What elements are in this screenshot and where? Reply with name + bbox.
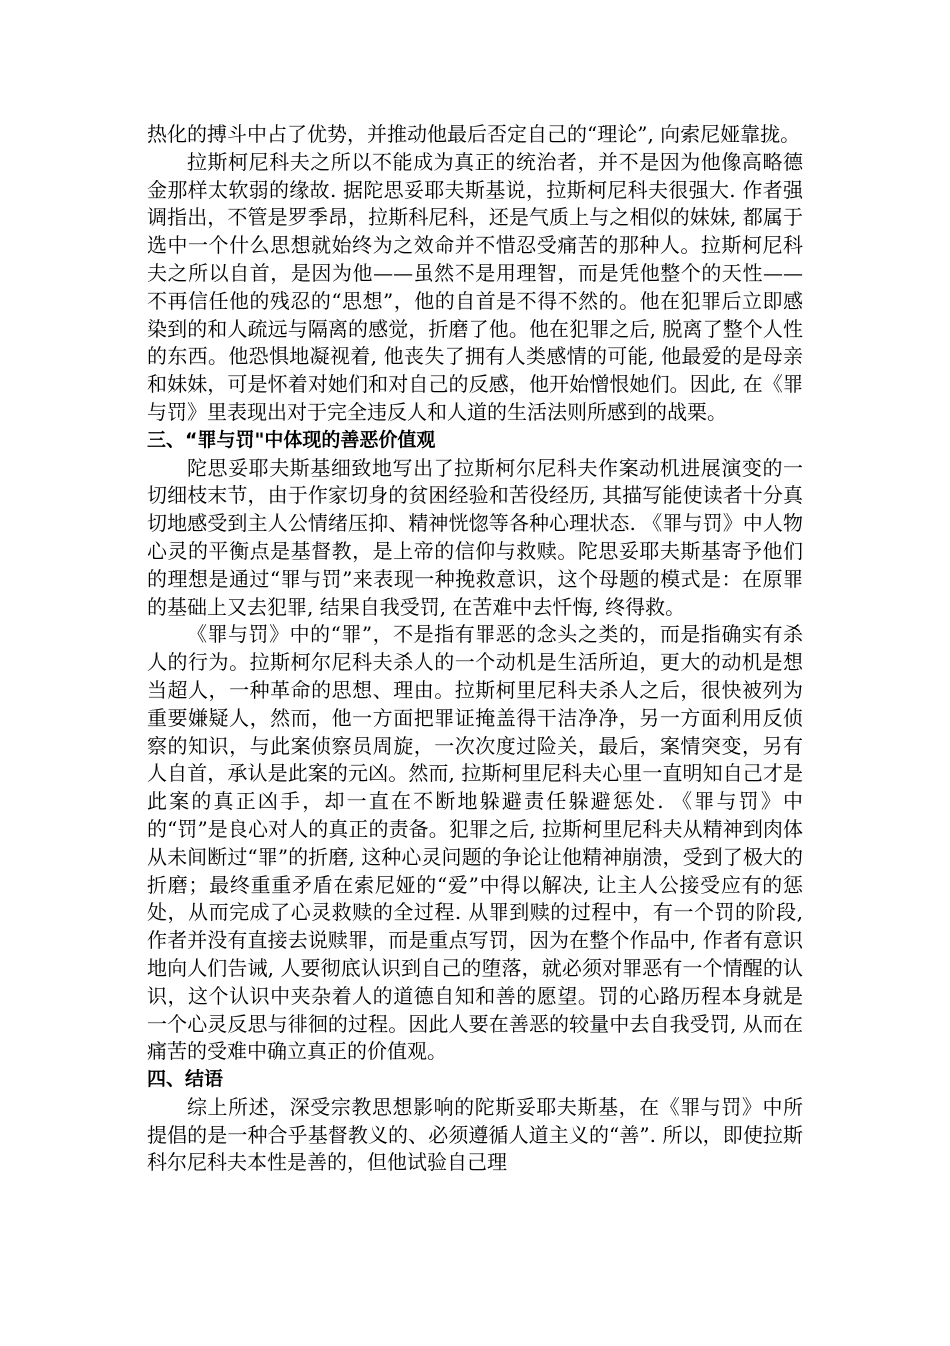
section-heading-3: 三、“罪与罚"中体现的善恶价值观	[147, 428, 436, 451]
paragraph-crime-and-punishment: 《罪与罚》中的“罪”，不是指有罪恶的念头之类的，而是指确实有杀人的行为。拉斯柯尔尼科夫杀人的一个动机是生活所迫，更大的动机是想当超人，一种革命的思想、理由。拉斯柯里尼科夫杀人之后，很快被列为重要嫌疑人，然而，他一方面把罪证掩盖得干洁净净，另一方面利用反侦察的知识，与此案侦察员周旋，一次次度过险关，最后，案情突变，另有人自首，承认是此案的元凶。然而, 拉斯柯里尼科夫心里一直明知自己才是此案的真正凶手，却一直在不断地躲避责任躲避惩处. 《罪与罚》中的“罚”是良心对人的真正的责备。犯罪之后, 拉斯柯里尼科夫从精神到肉体从未间断过“罪”的折磨, 这种心灵问题的争论让他精神崩溃，受到了极大的折磨；最终重重矛盾在索尼娅的“爱”中得以解决, 让主人公接受应有的惩处，从而完成了心灵救赎的全过程. 从罪到赎的过程中，有一个罚的阶段, 作者并没有直接去说赎罪，而是重点写罚，因为在整个作品中, 作者有意识地向人们告诫, 人要彻底认识到自己的堕落，就必须对罪恶有一个情醒的认识，这个认识中夹杂着人的道德自知和善的愿望。罚的心路历程本身就是一个心灵反思与徘徊的过程。因此人要在善恶的较量中去自我受罚, 从而在痛苦的受难中确立真正的价值观。	[147, 622, 803, 1064]
paragraph-continuation: 热化的搏斗中占了优势，并推动他最后否定自己的“理论”, 向索尼娅靠拢。	[147, 122, 801, 146]
section-heading-4: 四、结语	[147, 1068, 224, 1091]
paragraph-conclusion: 综上所述，深受宗教思想影响的陀斯妥耶夫斯基，在《罪与罚》中所提倡的是一种合乎基督教义的、必须遵循人道主义的“善”. 所以，即使拉斯科尔尼科夫本性是善的，但他试验自己理	[147, 1094, 803, 1175]
document-body	[147, 121, 803, 1177]
paragraph-self-surrender: 拉斯柯尼科夫之所以不能成为真正的统治者，并不是因为他像高略德金那样太软弱的缘故. 据陀思妥耶夫斯基说，拉斯柯尼科夫很强大. 作者强调指出，不管是罗季昂，拉斯科尼科，还是气质上与之相似的妹妹, 都属于选中一个什么思想就始终为之效命并不惜忍受痛苦的那种人。拉斯柯尼科夫之所以自首，是因为他——虽然不是用理智，而是凭他整个的天性——不再信任他的残忍的“思想”，他的自首是不得不然的。他在犯罪后立即感染到的和人疏远与隔离的感觉，折磨了他。他在犯罪之后, 脱离了整个人性的东西。他恐惧地凝视着, 他丧失了拥有人类感情的可能, 他最爱的是母亲和妹妹，可是怀着对她们和对自己的反感，他开始憎恨她们。因此, 在《罪与罚》里表现出对于完全违反人和人道的生活法则所感到的战栗。	[147, 149, 803, 424]
paragraph-redemption-motif: 陀思妥耶夫斯基细致地写出了拉斯柯尔尼科夫作案动机进展演变的一切细枝末节，由于作家切身的贫困经验和苦役经历, 其描写能使读者十分真切地感受到主人公情绪压抑、精神恍惚等各种心理状态. 《罪与罚》中人物心灵的平衡点是基督教，是上帝的信仰与救赎。陀思妥耶夫斯基寄予他们的理想是通过“罪与罚”来表现一种挽救意识，这个母题的模式是：在原罪的基础上又去犯罪, 结果自我受罚, 在苦难中去忏悔, 终得救。	[147, 455, 803, 619]
